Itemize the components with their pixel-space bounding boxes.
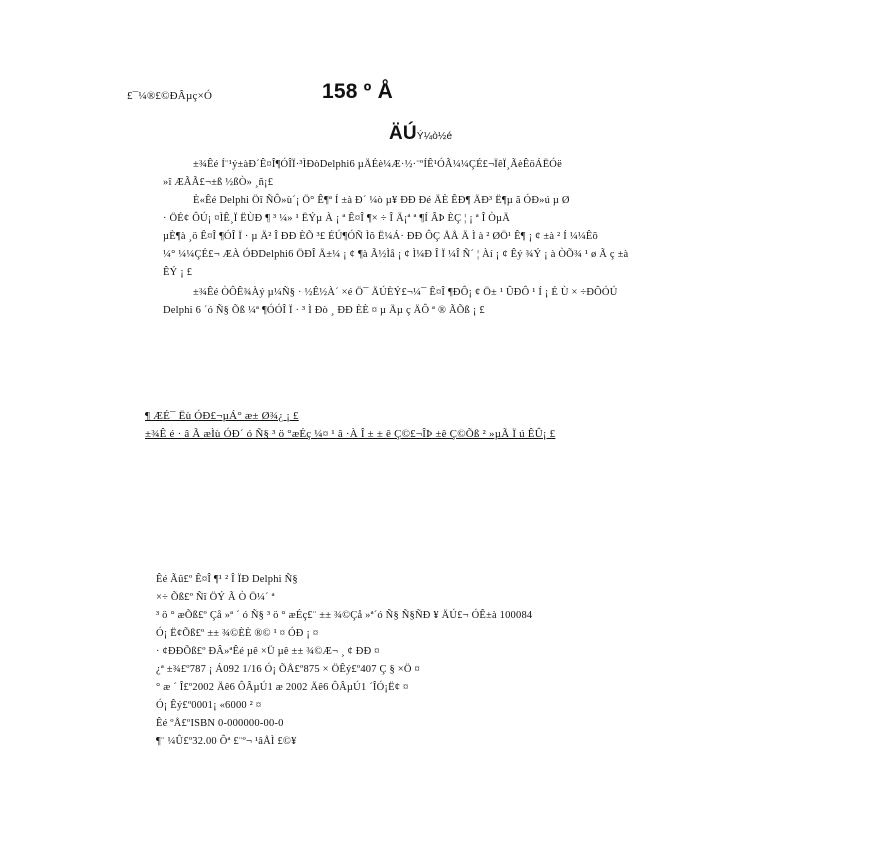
section-title	[389, 123, 452, 148]
info-line: Êé ºÅ£ºISBN 0-000000-00-0	[156, 718, 284, 729]
info-line: ×÷ Õß£º Ñî ÖÝ Ã Ò Ö¼´ ª	[156, 592, 275, 603]
body-line: · ÖÉ¢ ÔÚ¡ ¤ÌÊ¸Ï ËÙÐ ¶ ³ ¼» ¹ ËÝµ À ¡ ª Ê¤Î ¶× ÷ Î Ä¡ª ª ¶Í ÂÞ ÈÇ ¦ ¡ ª Î ÒµÄ	[163, 213, 511, 224]
body-line: ±¾Êé ÒÔÊ¾Àý µ¼Ñ§ · ½Ê½À´ ×é Ö¯ ÄÚÈÝ£¬¼¯ Ê¤Î ¶ÐÔ¡ ¢ Ö± ¹ ÛÐÔ ¹ Í ¡ É Ù × ÷ÐÔÓÚ	[193, 287, 618, 298]
body-line: ÊÝ ¡ £	[163, 267, 193, 278]
section-title-tail: Ý¼ò½é	[416, 131, 453, 142]
body-line: Delphi 6 ´ó Ñ§ Õß ¼ª ¶ÓÓÎ Ï · ³ Ì Ðò ¸ ÐÐ ÈÈ ¤ µ Äµ ç ÄÔ ª ® ÃÕß ¡ £	[163, 305, 485, 316]
page-number: 158 º Å	[322, 80, 393, 103]
running-header-left: £¯¼®£©ÐÂµç×Ó	[127, 90, 213, 102]
info-line: ³ ö ° æÕß£º Çå »ª ´ ó Ñ§ ³ ö ° æÉç£¨ ±± ¾©Çå »ª´ó Ñ§ Ñ§ÑÐ ¥ ÄÚ£¬ ÓÊ±à 100084	[156, 610, 533, 621]
info-line: ¿ª ±¾£º787 ¡ Á092 1/16 Ó¡ ÕÅ£º875 × ÖÊý£º407 Ç § ×Ö ¤	[156, 664, 420, 675]
body-line: ±¾Êé Í¨¹ý±àÐ´Ê¤Î¶ÓÎÏ·³ÌÐòDelphi6 µÄÉè¼Æ·½·¨ºÍÊ¹ÓÃ¼¼ÇÉ£¬ÏêÏ¸ÃèÊöÁËÓë	[193, 159, 562, 170]
info-line: ° æ ´ Î£º2002 Äê6 ÔÂµÚ1 æ 2002 Äê6 ÔÂµÚ1 ´ÎÓ¡Ë¢ ¤	[156, 682, 409, 693]
info-line: Êé Ãû£º Ê¤Î ¶¹ ² Î ÏÐ Delphi Ñ§	[156, 574, 298, 585]
body-line: È«Êé Delphi Öî ÑÔ»ù´¡ Ö° Ê¶ª Í ±à Ð´ ¼ò µ¥ ÐÐ Ðé ÄÈ ÊÐ¶ ÄÐ³ Ë¶µ ã ÓÐ»ú µ Ø	[193, 195, 570, 206]
info-line: ¶¨ ¼Û£º32.00 Ôª £¨º¬ ¹âÅÌ £©¥	[156, 736, 297, 747]
body-line: »î ÆÃÃ£¬±ß ½ßÒ» ¸ñ¡£	[163, 177, 274, 188]
info-line: Ó¡ Êý£º0001¡ «6000 ² ¤	[156, 700, 262, 711]
body-line: ¼° ¼¼ÇÉ£¬ ÆÀ ÓÐDelphi6 ÖÐÎ Ä±¼ ¡ ¢ ¶à Ã½Ìå ¡ ¢ Ì¼Ð Î Ï ¼Î Ñ´ ¦ Àí ¡ ¢ Êý ¾Ý ¡ à ÒÕ¾ ¹ ø Ã ç ±à	[163, 249, 629, 260]
body-line: µÈ¶à ¸ö Ê¤Î ¶ÓÎ Ï · µ Ä² Î ÐÐ ÈÕ ³£ ÉÚ¶ÓÑ Ìõ Ë¼Á· ÐÐ ÔÇ ÅÅ Ä Ì à ² ØÖ¹ Ê¶ ¡ ¢ ±à ² Í ¼¼Êõ	[163, 231, 598, 242]
info-line: Ó¡ Ë¢Õß£º ±± ¾©ÈÈ ®© ¹ ¤ ÓÐ ¡ ¤	[156, 628, 319, 639]
info-line: · ¢ÐÐÕß£º ÐÂ»ªÊé µê ×Ü µê ±± ¾©Æ¬ ¸ ¢ ÐÐ ¤	[156, 646, 380, 657]
copyright-note: ¶ ÆÉ¯ Ëù ÓÐ£¬µÁ° æ± Ø¾¿ ¡ £	[145, 410, 299, 422]
section-title-main: ÄÚ	[389, 123, 417, 144]
anti-counterfeit-note: ±¾Ê é · â Ã æÌù ÓÐ´ ó Ñ§ ³ ö °æÉç ¼¤ ¹ â ·À Î ± ± ê Ç©£¬ÎÞ ±ê Ç©Õß ² »µÃ Ï ú ÊÛ¡ £	[145, 428, 556, 440]
